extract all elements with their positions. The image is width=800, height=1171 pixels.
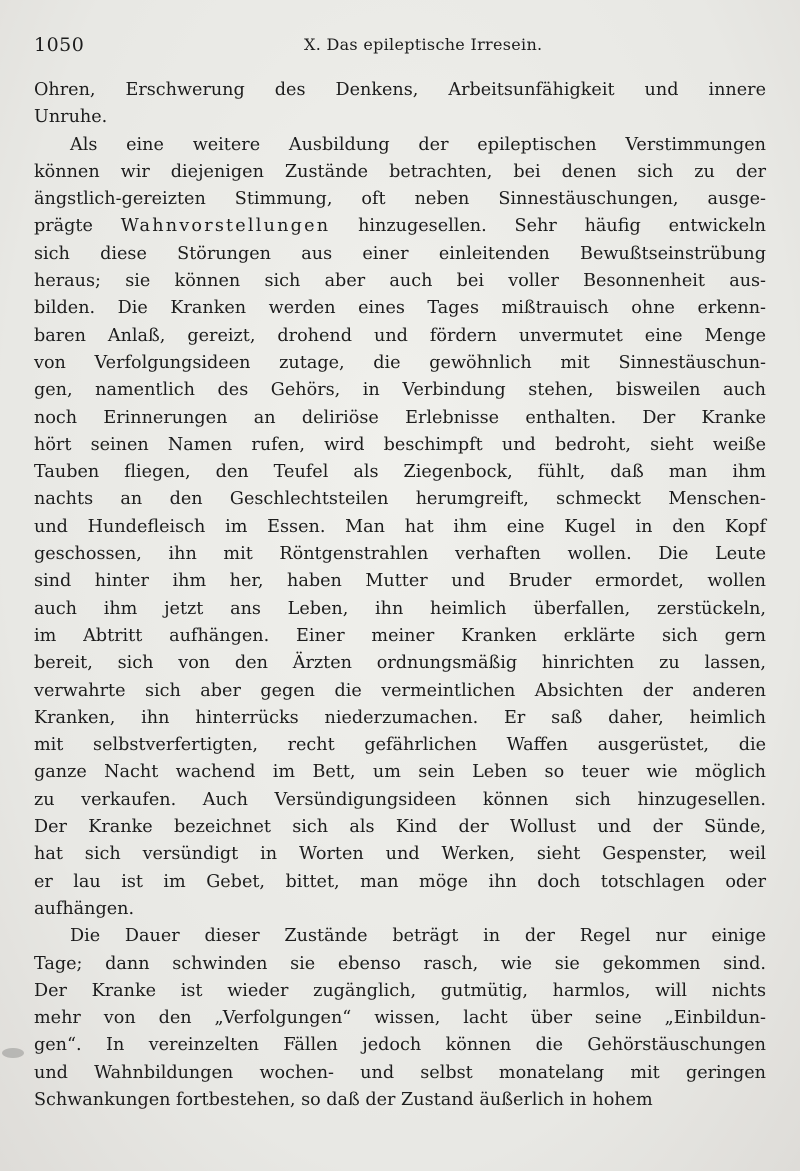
text-line: Tauben fliegen, den Teufel als Ziegenbock, fühlt, daß man ihm (34, 462, 766, 483)
text-line: bereit, sich von den Ärzten ordnungsmäßig hinrichten zu lassen, (34, 653, 766, 674)
text-line: Kranken, ihn hinterrücks niederzumachen. Er saß daher, heimlich (34, 707, 766, 728)
text-line: sich diese Störungen aus einer einleitenden Bewußtseinstrübung (34, 243, 766, 264)
text-line: Der Kranke bezeichnet sich als Kind der Wollust und der Sünde, (34, 817, 766, 838)
paragraph (34, 923, 766, 1114)
text-line: verwahrte sich aber gegen die vermeintlichen Absichten der anderen (34, 680, 766, 701)
text-line: gen“. In vereinzelten Fällen jedoch können die Gehörstäuschungen (34, 1035, 766, 1056)
text-line: im Abtritt aufhängen. Einer meiner Kranken erklärte sich gern (34, 625, 766, 646)
paragraph (34, 132, 766, 924)
text-line: von Verfolgungsideen zutage, die gewöhnlich mit Sinnestäuschun- (34, 352, 766, 373)
text-line: Unruhe. (34, 107, 108, 128)
text-line: Tage; dann schwinden sie ebenso rasch, wie sie gekommen sind. (34, 953, 766, 974)
text-line: Der Kranke ist wieder zugänglich, gutmütig, harmlos, will nichts (34, 980, 766, 1001)
text-line: mehr von den „Verfolgungen“ wissen, lacht über seine „Einbildun- (34, 1008, 766, 1029)
text-line: aufhängen. (34, 898, 135, 919)
text-line: Als eine weitere Ausbildung der epileptischen Verstimmungen (70, 134, 766, 155)
ink-smudge (2, 1048, 24, 1058)
paragraph (34, 77, 766, 132)
text-line: sind hinter ihm her, haben Mutter und Bruder ermordet, wollen (34, 571, 766, 592)
text-line: Schwankungen fortbestehen, so daß der Zustand äußerlich in hohem (34, 1089, 653, 1110)
text-line: ängstlich-gereizten Stimmung, oft neben Sinnestäuschungen, ausge- (34, 189, 766, 210)
text-line: auch ihm jetzt ans Leben, ihn heimlich überfallen, zerstückeln, (34, 598, 766, 619)
text-line: Die Dauer dieser Zustände beträgt in der Regel nur einige (70, 926, 766, 947)
emphasized-word: Wahnvorstellungen (120, 216, 331, 237)
text-line: zu verkaufen. Auch Versündigungsideen können sich hinzugesellen. (34, 789, 766, 810)
text-line: baren Anlaß, gereizt, drohend und fördern unvermutet eine Menge (34, 325, 766, 346)
text-line: hört seinen Namen rufen, wird beschimpft und bedroht, sieht weiße (34, 434, 766, 455)
text-line: er lau ist im Gebet, bittet, man möge ihn doch totschlagen oder (34, 871, 766, 892)
text-line: hat sich versündigt in Worten und Werken, sieht Gespenster, weil (34, 844, 766, 865)
text-line: geschossen, ihn mit Röntgenstrahlen verhaften wollen. Die Leute (34, 544, 766, 565)
text-line: ganze Nacht wachend im Bett, um sein Leben so teuer wie möglich (34, 762, 766, 783)
page-number: 1050 (34, 34, 85, 56)
text-line: Ohren, Erschwerung des Denkens, Arbeitsunfähigkeit und innere (34, 80, 766, 100)
text-line: mit selbstverfertigten, recht gefährlichen Waffen ausgerüstet, die (34, 735, 766, 756)
text-line: nachts an den Geschlechtsteilen herumgreift, schmeckt Menschen- (34, 489, 766, 510)
text-line: heraus; sie können sich aber auch bei voller Besonnenheit aus- (34, 271, 766, 292)
body-text (34, 77, 766, 1114)
text-line: und Wahnbildungen wochen- und selbst monatelang mit geringen (34, 1062, 766, 1083)
text-line: noch Erinnerungen an deliriöse Erlebnisse enthalten. Der Kranke (34, 407, 766, 428)
text-line: bilden. Die Kranken werden eines Tages mißtrauisch ohne erkenn- (34, 298, 766, 319)
running-title: X. Das epileptische Irresein. (304, 35, 543, 54)
text-line: prägte Wahnvorstellungen hinzugesellen. Sehr häufig entwickeln (34, 216, 766, 237)
page-header (34, 34, 766, 60)
text-line: gen, namentlich des Gehörs, in Verbindung stehen, bisweilen auch (34, 380, 766, 401)
text-line: und Hundefleisch im Essen. Man hat ihm eine Kugel in den Kopf (34, 516, 766, 537)
text-line: können wir diejenigen Zustände betrachten, bei denen sich zu der (34, 161, 766, 182)
